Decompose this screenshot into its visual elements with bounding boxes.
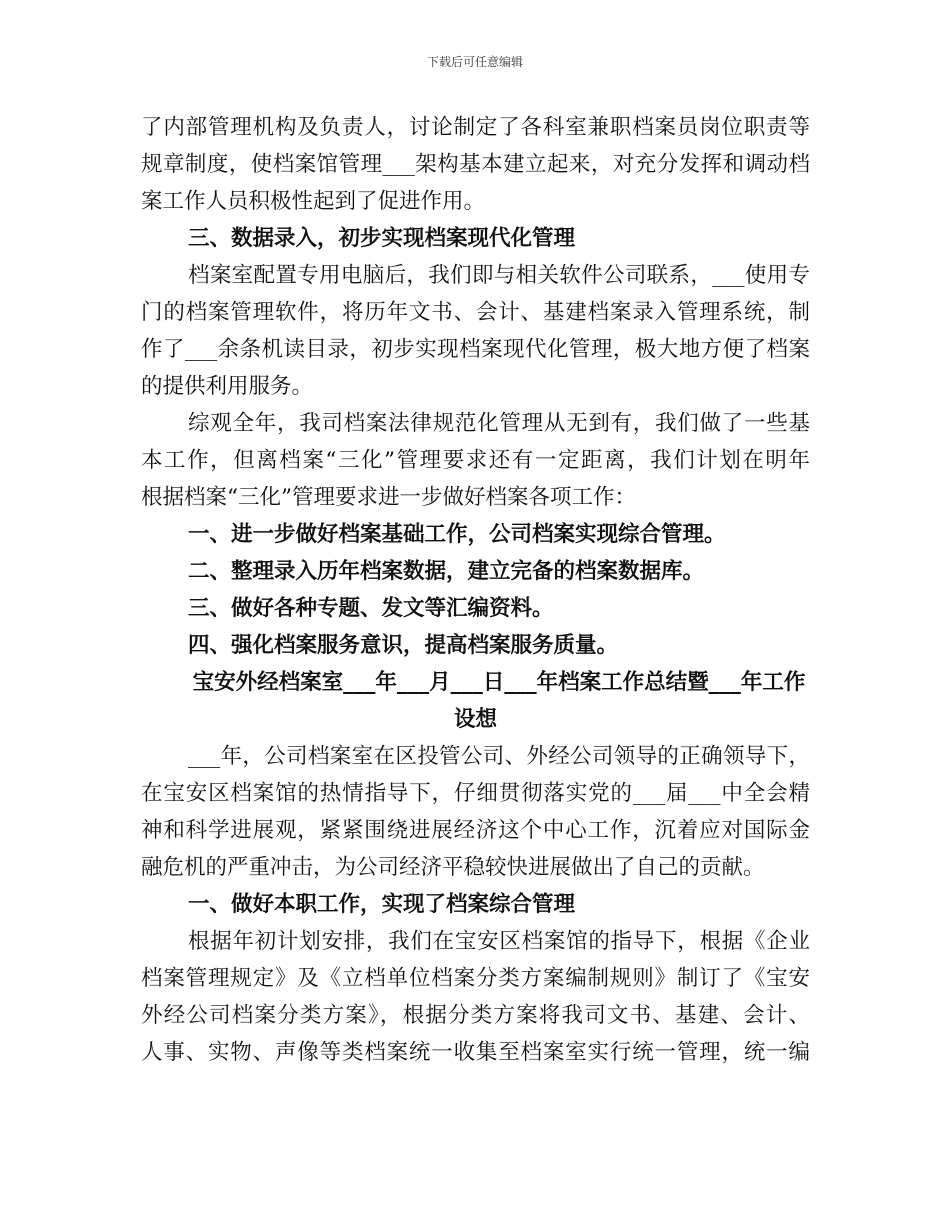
- body-line: 档案管理规定》及《立档单位档案分类方案编制规则》制订了《宝安: [141, 966, 810, 991]
- body-line: 根据档案“三化”管理要求进一步做好档案各项工作：: [141, 485, 636, 510]
- body-line: 规章制度，使档案馆管理___架构基本建立起来，对充分发挥和调动档: [141, 152, 810, 177]
- plan-item: 一、进一步做好档案基础工作，公司档案实现综合管理。: [188, 522, 726, 547]
- body-line: 在宝安区档案馆的热情指导下，仔细贯彻落实党的___届___中全会精: [141, 781, 810, 806]
- body-line: 融危机的严重冲击，为公司经济平稳较快进展做出了自己的贡献。: [141, 855, 765, 880]
- body-line: 作了___余条机读目录，初步实现档案现代化管理，极大地方便了档案: [141, 337, 810, 362]
- body-line: 档案室配置专用电脑后，我们即与相关软件公司联系，___使用专: [188, 263, 810, 288]
- document-title: 宝安外经档案室___年___月___日___年档案工作总结暨___年工作: [192, 670, 806, 695]
- section-heading: 一、做好本职工作，实现了档案综合管理: [188, 892, 576, 917]
- body-line: 案工作人员积极性起到了促进作用。: [141, 189, 486, 214]
- body-line: 的提供利用服务。: [141, 374, 314, 399]
- body-line: 人事、实物、声像等类档案统一收集至档案室实行统一管理，统一编: [141, 1040, 810, 1065]
- body-line: 门的档案管理软件，将历年文书、会计、基建档案录入管理系统，制: [141, 300, 810, 325]
- body-line: 综观全年，我司档案法律规范化管理从无到有，我们做了一些基: [188, 411, 810, 436]
- plan-item: 二、整理录入历年档案数据，建立完备的档案数据库。: [188, 559, 705, 584]
- body-line: 外经公司档案分类方案》，根据分类方案将我司文书、基建、会计、: [141, 1003, 810, 1028]
- body-line: 根据年初计划安排，我们在宝安区档案馆的指导下，根据《企业: [188, 929, 810, 954]
- body-line: 本工作，但离档案“三化”管理要求还有一定距离，我们计划在明年: [141, 448, 810, 473]
- body-line: ___年，公司档案室在区投管公司、外经公司领导的正确领导下，: [188, 744, 810, 769]
- body-line: 了内部管理机构及负责人，讨论制定了各科室兼职档案员岗位职责等: [141, 115, 810, 140]
- plan-item: 三、做好各种专题、发文等汇编资料。: [188, 596, 554, 621]
- document-title-continued: 设想: [453, 707, 497, 732]
- header-note: 下载后可任意编辑: [426, 55, 523, 69]
- plan-item: 四、强化档案服务意识，提高档案服务质量。: [188, 633, 619, 658]
- body-line: 神和科学进展观，紧紧围绕进展经济这个中心工作，沉着应对国际金: [141, 818, 810, 843]
- section-heading: 三、数据录入，初步实现档案现代化管理: [188, 226, 576, 251]
- document-body: [141, 109, 810, 1071]
